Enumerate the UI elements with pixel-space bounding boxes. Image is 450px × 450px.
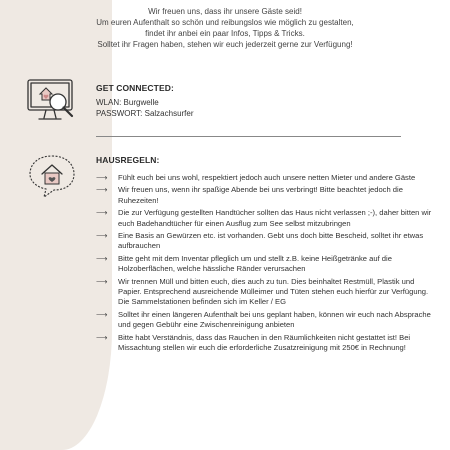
list-item bbox=[96, 310, 436, 331]
rule-text: Bitte habt Verständnis, dass das Rauchen in den Räumlichkeiten nicht gestattet ist! Bei Missachtung stellen wir euch die erforderliche Zusatzreinigung mit 250€ in Rechnung! bbox=[118, 332, 411, 353]
list-item bbox=[96, 333, 436, 354]
intro-text bbox=[40, 6, 410, 50]
arrow-icon: ⟶ bbox=[96, 309, 108, 319]
house-rules-heading-block bbox=[96, 155, 159, 166]
list-item bbox=[96, 254, 436, 275]
connected-heading: GET CONNECTED: bbox=[96, 83, 174, 93]
list-item bbox=[96, 231, 436, 252]
rule-text: Wir freuen uns, wenn ihr spaßige Abende bei uns verbringt! Bitte beachtet jedoch die Ruhezeiten! bbox=[118, 185, 403, 205]
arrow-icon: ⟶ bbox=[96, 173, 108, 182]
list-item bbox=[96, 173, 436, 183]
rule-text: Bitte geht mit dem Inventar pfleglich um und stellt z.B. keine Heißgetränke auf die Holzoberflächen, welche hässliche Ränder verursachen bbox=[118, 253, 392, 274]
intro-line: Solltet ihr Fragen haben, stehen wir euch jederzeit gerne zur Verfügung! bbox=[97, 40, 353, 49]
arrow-icon: ⟶ bbox=[96, 231, 108, 241]
intro-line: Um euren Aufenthalt so schön und reibungslos wie möglich zu gestalten, bbox=[96, 18, 354, 27]
arrow-icon: ⟶ bbox=[96, 208, 108, 218]
house-rules-heading: HAUSREGELN: bbox=[96, 155, 160, 165]
house-bubble-icon bbox=[24, 150, 80, 202]
arrow-icon: ⟶ bbox=[96, 185, 108, 195]
connectivity-section bbox=[96, 83, 194, 119]
rule-text: Fühlt euch bei uns wohl, respektiert jedoch auch unsere netten Mieter und andere Gäste bbox=[118, 173, 416, 182]
list-item bbox=[96, 277, 436, 308]
intro-line: Wir freuen uns, dass ihr unsere Gäste seid! bbox=[148, 7, 302, 16]
list-item bbox=[96, 185, 436, 206]
rule-text: Die zur Verfügung gestellten Handtücher sollten das Haus nicht verlassen ;-), daher bitten wir euch Badehandtücher für einen Ausflug zum See selbst mitzubringen bbox=[118, 208, 432, 228]
arrow-icon: ⟶ bbox=[96, 253, 108, 263]
rule-text: Wir trennen Müll und bitten euch, dies auch zu tun. Dies beinhaltet Restmüll, Plastik und Papier. Entsprechend ausreichende Mülleimer und Tüten stehen euch hierfür zur Verfügung. Die Sammelstationen befinden sich im Keller / EG bbox=[118, 276, 429, 307]
house-rules-list bbox=[96, 173, 436, 356]
password-text: PASSWORT: Salzachsurfer bbox=[96, 109, 194, 118]
section-divider bbox=[96, 136, 401, 137]
rule-text: Solltet ihr einen längeren Aufenthalt bei uns geplant haben, können wir euch nach Absprache und gegen Gebühr eine Zwischenreinigung anbieten bbox=[118, 309, 431, 330]
rule-text: Eine Basis an Gewürzen etc. ist vorhanden. Gebt uns doch bitte Bescheid, solltet ihr etwas aufbrauchen bbox=[118, 231, 424, 251]
arrow-icon: ⟶ bbox=[96, 332, 108, 342]
arrow-icon: ⟶ bbox=[96, 276, 108, 286]
list-item bbox=[96, 208, 436, 229]
intro-line: findet ihr anbei ein paar Infos, Tipps & Tricks. bbox=[145, 29, 305, 38]
wlan-text: WLAN: Burgwelle bbox=[96, 98, 159, 107]
computer-search-icon bbox=[22, 72, 84, 134]
